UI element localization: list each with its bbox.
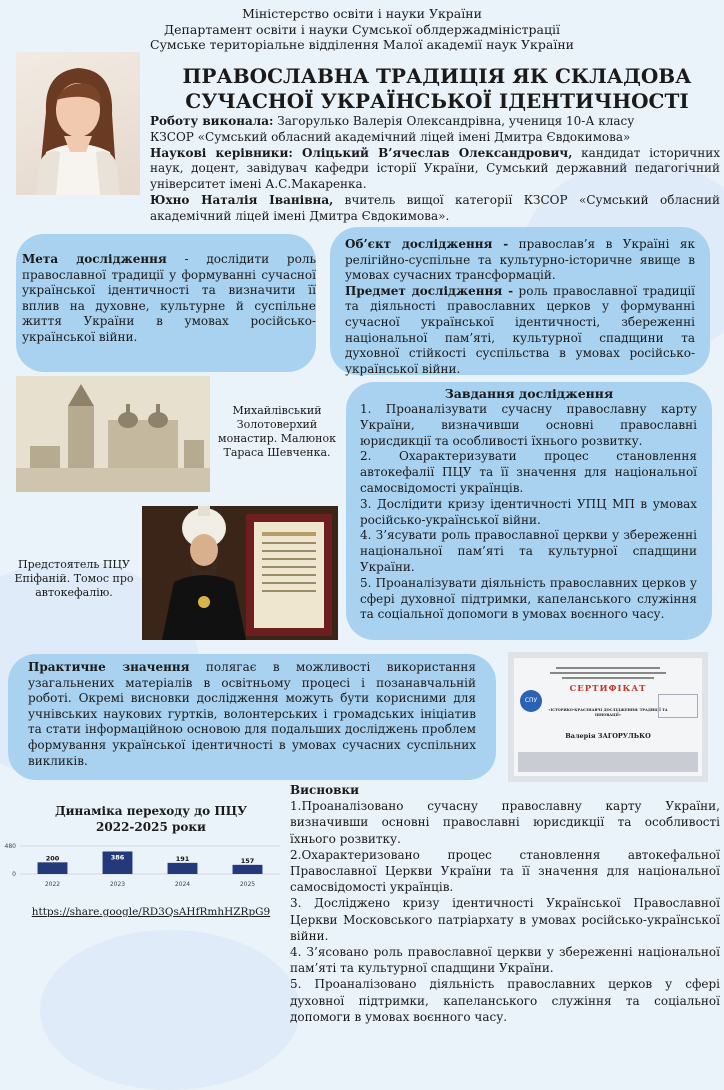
task-item: 2. Охарактеризувати процес становлення автокефалії ПЦУ та її значення для національної самосвідомості українців. bbox=[360, 449, 697, 495]
header-department: Департамент освіти і науки Сумської облдержадміністрації bbox=[163, 21, 560, 37]
title-line-1: ПРАВОСЛАВНА ТРАДИЦІЯ ЯК СКЛАДОВА bbox=[182, 64, 692, 88]
subject-label: Предмет дослідження - bbox=[345, 283, 514, 298]
supervisor-1-name: Оліцький В’ячеслав Олександрович, bbox=[292, 145, 573, 160]
transition-bar-chart bbox=[0, 838, 286, 896]
subject-paragraph bbox=[345, 284, 695, 378]
chart-bar bbox=[38, 862, 68, 874]
certificate-word: СЕРТИФІКАТ bbox=[569, 684, 647, 694]
conclusions-title: Висновки bbox=[290, 783, 360, 797]
object-body: православ’я в Україні як релігійно-суспільне та культурно-історичне явище в умовах сучасних трансформацій. bbox=[345, 237, 695, 283]
certificate-header-lines bbox=[544, 664, 672, 682]
goal-body: - дослідити роль православної традиції у формуванні сучасної української ідентичності та визначити її вплив на духовне, культурне й суспільне життя України в умовах російсько-української війни. bbox=[22, 252, 316, 344]
certificate-emblem bbox=[658, 694, 698, 718]
title-line-2: СУЧАСНОЇ УКРАЇНСЬКОЇ ІДЕНТИЧНОСТІ bbox=[185, 89, 689, 113]
author-label: Роботу виконала: bbox=[150, 114, 274, 128]
conclusion-item: 2.Охарактеризовано процес становлення автокефальної Православної Церкви України та її значення для національної самосвідомості українців. bbox=[290, 847, 720, 895]
header-academy: Сумське територіальне відділення Малої академії наук України bbox=[150, 37, 574, 52]
chart-data-label: 157 bbox=[240, 856, 255, 865]
object-paragraph bbox=[345, 237, 695, 284]
chart-data-label: 386 bbox=[110, 853, 125, 862]
chart-bar bbox=[168, 863, 198, 874]
supervisors-label: Наукові керівники: bbox=[150, 145, 293, 160]
background-shape bbox=[40, 930, 300, 1090]
object-subject-text bbox=[345, 237, 695, 377]
practical-body: полягає в можливості використання узагальнених матеріалів в освітньому процесі і позанавчальній роботі. Окремі висновки дослідження можуть бути корисними для учнівських наукових гуртків, волонтерських і громадських ініціатив та стати інформаційною основою для подальших досліджень проблем формування української ідентичності в умовах сучасних суспільних викликів. bbox=[28, 660, 476, 768]
chart-x-tick-label: 2024 bbox=[174, 881, 191, 888]
chart-source-link[interactable]: https://share.google/RD3QsAHfRmhHZRpG9 bbox=[31, 906, 271, 918]
chart-y-tick-label: 0 bbox=[12, 871, 16, 878]
monastery-drawing bbox=[16, 376, 210, 492]
header-ministry: Міністерство освіти і науки України bbox=[242, 6, 482, 21]
author-text: Загорулько Валерія Олександрівна, учениця 10-А класу bbox=[273, 114, 635, 128]
certificate-conference: «ІСТОРИКО-КРАЄЗНАВЧІ ДОСЛІДЖЕННЯ: ТРАДИЦІЇ ТА ІННОВАЦІЇ» bbox=[548, 708, 668, 717]
chart-data-label: 191 bbox=[175, 854, 190, 863]
chart-data-label: 200 bbox=[45, 854, 60, 863]
monastery-image bbox=[16, 376, 210, 492]
supervisor-2-name: Юхно Наталія Іванівна, bbox=[150, 192, 334, 207]
supervisor-2 bbox=[150, 193, 720, 225]
task-item: 1. Проаналізувати сучасну православну карту України, визначивши основні православні юрисдикції та особливості їхнього розвитку. bbox=[360, 402, 697, 448]
chart-x-tick-label: 2023 bbox=[109, 881, 126, 888]
author-photo bbox=[16, 52, 140, 195]
poster-title bbox=[150, 64, 724, 114]
practical-label: Практичне значення bbox=[28, 660, 190, 674]
chart-bar bbox=[233, 865, 263, 874]
certificate-image bbox=[508, 652, 708, 782]
goal-text bbox=[22, 252, 316, 346]
certificate-logo: СПУ bbox=[520, 690, 542, 712]
goal-label: Мета дослідження bbox=[22, 252, 167, 266]
tasks-title: Завдання дослідження bbox=[444, 386, 614, 401]
epiphanius-image bbox=[142, 506, 338, 640]
supervisor-1-text: кандидат історичних наук, доцент, завідувач кафедри історії України, Сумський державний педагогічний університет імені А.С.Макаренка. bbox=[150, 145, 721, 192]
header bbox=[0, 6, 724, 53]
object-label: Об’єкт дослідження - bbox=[345, 237, 509, 251]
subject-body: роль православної традиції та діяльності православних церков у формуванні сучасної української ідентичності, збереженні національної пам’яті, культурної спадщини та духовної стійкості суспільства в умовах російсько-української війни. bbox=[345, 283, 695, 376]
conclusion-item: 5. Проаналізовано діяльність православних церков у сфері духовної підтримки, капеланського служіння та соціальної допомоги в умовах воєнного часу. bbox=[290, 977, 720, 1024]
chart-x-tick-label: 2025 bbox=[239, 881, 256, 888]
chart-title-line-2: 2022-2025 роки bbox=[96, 820, 206, 834]
task-item: 4. З’ясувати роль православної церкви у збереженні національної пам’яті та культурної спадщини України. bbox=[360, 528, 697, 574]
chart-title bbox=[16, 803, 286, 835]
author-line bbox=[150, 114, 720, 130]
supervisor-1 bbox=[150, 146, 720, 193]
chart-title-line-1: Динаміка переходу до ПЦУ bbox=[54, 804, 248, 818]
author-portrait-illustration bbox=[16, 52, 140, 195]
task-item: 3. Дослідити кризу ідентичності УПЦ МП в умовах російсько-української війни. bbox=[360, 496, 697, 527]
epiphanius-caption: Предстоятель ПЦУ Епіфаній. Томос про автокефалію. bbox=[14, 558, 134, 599]
practical-text bbox=[28, 660, 476, 769]
task-item: 5. Проаналізувати діяльність православних церков у сфері духовної підтримки, капеланського служіння та соціальної допомоги в умовах воєнного часу. bbox=[360, 575, 697, 622]
conclusions-block bbox=[290, 782, 720, 1025]
supervisor-2-text: вчитель вищої категорії КЗСОР «Сумський обласний академічний ліцей імені Дмитра Євдокимова». bbox=[150, 192, 720, 223]
chart-x-tick-label: 2022 bbox=[44, 881, 61, 888]
certificate-name: Валерія ЗАГОРУЛЬКО bbox=[565, 732, 651, 740]
conclusion-item: 3. Досліджено кризу ідентичності Української Православної Церкви Московського патріархату в умовах російсько-української війни. bbox=[290, 896, 720, 943]
tasks-list bbox=[360, 402, 697, 623]
certificate-building bbox=[518, 752, 698, 772]
school-line: КЗСОР «Сумський обласний академічний ліцей імені Дмитра Євдокимова» bbox=[150, 129, 631, 144]
chart-y-tick-label: 480 bbox=[4, 843, 16, 850]
monastery-caption: Михайлівський Золотоверхий монастир. Малюнок Тараса Шевченка. bbox=[218, 404, 336, 459]
epiphanius-photo bbox=[142, 506, 338, 640]
conclusion-item: 4. З’ясовано роль православної церкви у збереженні національної пам’яті та культурної спадщини України. bbox=[290, 945, 720, 976]
conclusion-item: 1.Проаналізовано сучасну православну карту України, визначивши основні православні юрисдикції та особливості їхнього розвитку. bbox=[290, 799, 720, 846]
authors-block bbox=[150, 114, 720, 225]
